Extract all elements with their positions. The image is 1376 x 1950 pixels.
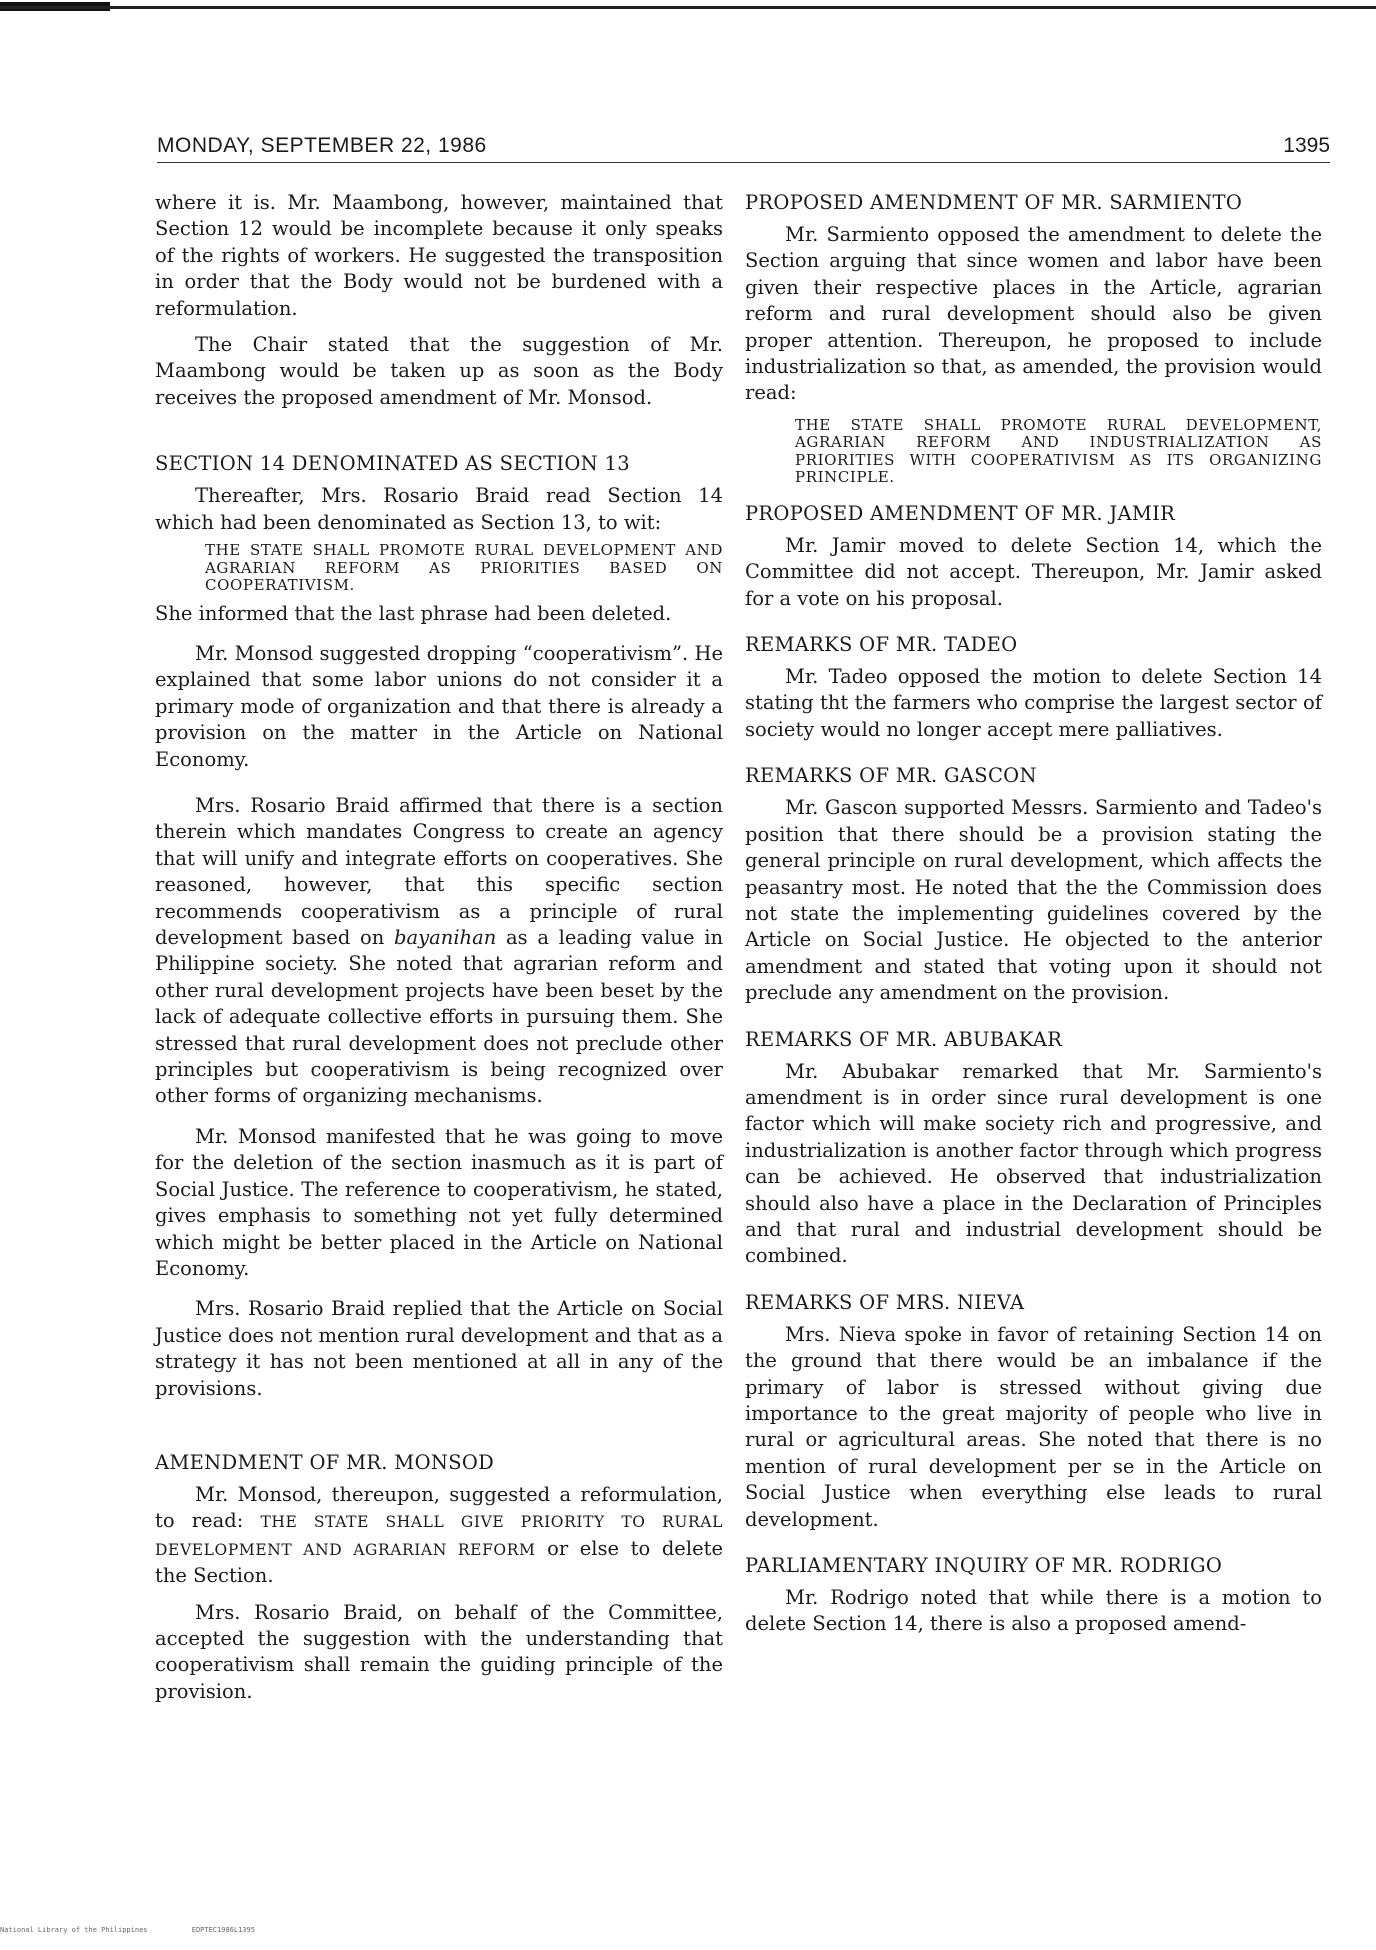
paragraph-text: or else to delete the Section. <box>155 1536 724 1588</box>
archive-stamp <box>0 1926 295 1934</box>
small-caps-provision: THE STATE SHALL GIVE PRIORITY TO RURAL DEVELOPMENT AND AGRARIAN REFORM <box>155 1513 723 1559</box>
right-column <box>745 190 1322 1638</box>
section-heading: PARLIAMENTARY INQUIRY OF MR. RODRIGO <box>745 1554 1223 1578</box>
paragraph <box>155 793 723 1110</box>
header-rule <box>157 162 1330 163</box>
section-heading: REMARKS OF MR. ABUBAKAR <box>745 1027 1063 1051</box>
section-heading: PROPOSED AMENDMENT OF MR. JAMIR <box>745 501 1176 525</box>
page-number: 1395 <box>1283 134 1330 157</box>
stamp-code: EDPTEC1986L1395 <box>191 1926 255 1934</box>
italic-term: bayanihan <box>394 926 497 950</box>
header-date: MONDAY, SEPTEMBER 22, 1986 <box>157 134 487 157</box>
paragraph-text: Mr. Monsod, thereupon, suggested a reformulation, to read: <box>155 1482 723 1533</box>
paragraph: Mr. Monsod manifested that he was going to move for the deletion of the section inasmuch as it is part of Social Justice. The reference to cooperativism, he stated, gives emphasis to something not yet fully determined which might be better placed in the Article on National Economy. <box>155 1124 723 1280</box>
paragraph-text: Mrs. Rosario Braid affirmed that there is a section therein which mandates Congress to create an agency that will unify and integrate efforts on cooperatives. She reasoned, however, that this specific section recommends cooperativism as a principle of rural development based on <box>155 794 723 950</box>
section-heading: SECTION 14 DENOMINATED AS SECTION 13 <box>155 452 630 476</box>
section-heading: AMENDMENT OF MR. MONSOD <box>155 1450 495 1474</box>
quoted-provision: THE STATE SHALL PROMOTE RURAL DEVELOPMENT AND AGRARIAN REFORM AS PRIORITIES BASED ON COOPERATIVISM. <box>205 541 723 595</box>
paragraph-text: as a leading value in Philippine society. She noted that agrarian reform and other rural development projects have been beset by the lack of adequate collective efforts in pursuing them. She stressed that rural development does not preclude other principles but cooperativism is being recognized over other forms of organizing mechanisms. <box>155 926 724 1108</box>
paragraph: Thereafter, Mrs. Rosario Braid read Section 14 which had been denominated as Section 13, to wit: <box>155 484 723 534</box>
paragraph: Mrs. Nieva spoke in favor of retaining Section 14 on the ground that there would be an imbalance if the primary of labor is stressed without giving due importance to the great majority of people who live in rural or agricultural areas. She noted that there is no mention of rural development per se in the Article on Social Justice when everything else leads to rural development. <box>745 1322 1322 1531</box>
paragraph: She informed that the last phrase had been deleted. <box>155 601 672 625</box>
paragraph: where it is. Mr. Maambong, however, maintained that Section 12 would be incomplete because it only speaks of the rights of workers. He suggested the transposition in order that the Body would not be burdened with a reformulation. <box>155 191 723 320</box>
paragraph: Mrs. Rosario Braid replied that the Article on Social Justice does not mention rural development and that as a strategy it has not been mentioned at all in any of the provisions. <box>155 1297 723 1400</box>
paragraph: Mr. Monsod suggested dropping “cooperativism”. He explained that some labor unions do not consider it a primary mode of organization and that there is already a provision on the matter in the Article on National Economy. <box>155 641 723 771</box>
paragraph: The Chair stated that the suggestion of Mr. Maambong would be taken up as soon as the Body receives the proposed amendment of Mr. Monsod. <box>155 333 723 409</box>
paragraph: Mr. Rodrigo noted that while there is a motion to delete Section 14, there is also a proposed amend- <box>745 1586 1322 1636</box>
paragraph: Mrs. Rosario Braid, on behalf of the Committee, accepted the suggestion with the understanding that cooperativism shall remain the guiding principle of the provision. <box>155 1600 723 1703</box>
paragraph: Mr. Abubakar remarked that Mr. Sarmiento's amendment is in order since rural development is one factor which will make society rich and progressive, and industrialization is another factor through which progress can be achieved. He observed that industrialization should also have a place in the Declaration of Principles and that rural and industrial development should be combined. <box>745 1059 1322 1268</box>
paragraph: Mr. Jamir moved to delete Section 14, which the Committee did not accept. Thereupon, Mr. Jamir asked for a vote on his proposal. <box>745 533 1322 610</box>
section-heading: PROPOSED AMENDMENT OF MR. SARMIENTO <box>745 191 1243 214</box>
quoted-provision: THE STATE SHALL PROMOTE RURAL DEVELOPMENT, AGRARIAN REFORM AND INDUSTRIALIZATION AS PRIORITIES WITH COOPERATIVISM AS ITS ORGANIZING PRINCIPLE. <box>795 415 1322 487</box>
paragraph: Mr. Gascon supported Messrs. Sarmiento and Tadeo's position that there should be a provision stating the general principle on rural development, which affects the peasantry most. He noted that the the Commission does not state the implementing guidelines covered by the Article on Social Justice. He objected to the anterior amendment and stated that voting upon it should not preclude any amendment on the provision. <box>745 796 1322 1005</box>
section-heading: REMARKS OF MRS. NIEVA <box>745 1290 1025 1314</box>
top-border-line <box>0 6 1376 9</box>
top-border <box>0 0 1376 12</box>
running-header <box>157 134 1330 164</box>
paragraph: Mr. Tadeo opposed the motion to delete Section 14 stating tht the farmers who comprise the largest sector of society would no longer accept mere palliatives. <box>745 665 1322 741</box>
paragraph <box>155 1482 723 1590</box>
left-column <box>155 190 723 1705</box>
section-heading: REMARKS OF MR. GASCON <box>745 764 1037 788</box>
stamp-library: National Library of the Philippines <box>0 1926 148 1934</box>
paragraph: Mr. Sarmiento opposed the amendment to delete the Section arguing that since women and labor have been given their respective places in the Article, agrarian reform and rural development should also be given proper attention. Thereupon, he proposed to include industrialization so that, as amended, the provision would read: <box>745 223 1322 405</box>
section-heading: REMARKS OF MR. TADEO <box>745 633 1018 657</box>
